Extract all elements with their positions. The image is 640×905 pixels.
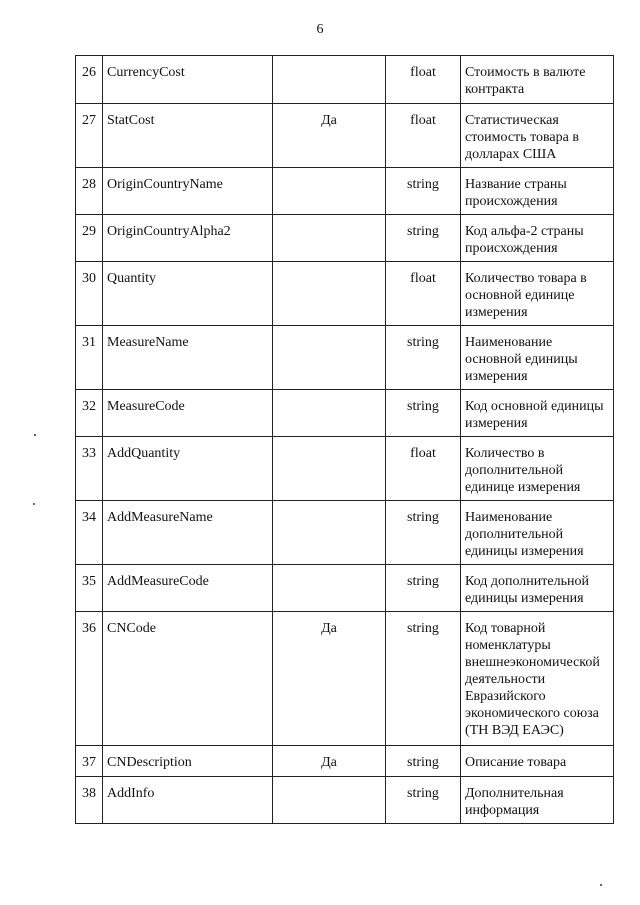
field-name: CNCode: [103, 612, 273, 746]
required-flag: [273, 565, 386, 612]
row-number: 35: [76, 565, 103, 612]
table-row: [76, 326, 614, 390]
field-type: string: [386, 168, 461, 215]
field-type: string: [386, 215, 461, 262]
field-description: Наименование основной единицы измерения: [461, 326, 614, 390]
field-type: float: [386, 56, 461, 104]
table-row: [76, 390, 614, 437]
field-type: string: [386, 565, 461, 612]
table-row: [76, 612, 614, 746]
field-description: Дополнительная информация: [461, 777, 614, 824]
required-flag: Да: [273, 104, 386, 168]
field-description: Код дополнительной единицы измерения: [461, 565, 614, 612]
row-number: 29: [76, 215, 103, 262]
row-number: 32: [76, 390, 103, 437]
field-type: string: [386, 501, 461, 565]
field-description: Количество в дополнительной единице измерения: [461, 437, 614, 501]
row-number: 26: [76, 56, 103, 104]
row-number: 38: [76, 777, 103, 824]
field-type: string: [386, 390, 461, 437]
table-row: [76, 56, 614, 104]
table-row: [76, 437, 614, 501]
field-type: string: [386, 612, 461, 746]
fields-table: [75, 55, 614, 824]
required-flag: [273, 215, 386, 262]
table-row: [76, 104, 614, 168]
field-name: Quantity: [103, 262, 273, 326]
field-type: string: [386, 326, 461, 390]
row-number: 28: [76, 168, 103, 215]
field-description: Статистическая стоимость товара в долларах США: [461, 104, 614, 168]
field-type: float: [386, 262, 461, 326]
field-name: OriginCountryName: [103, 168, 273, 215]
table-row: [76, 565, 614, 612]
required-flag: [273, 326, 386, 390]
required-flag: [273, 390, 386, 437]
field-description: Описание товара: [461, 746, 614, 777]
table-row: [76, 746, 614, 777]
field-name: OriginCountryAlpha2: [103, 215, 273, 262]
table-row: [76, 262, 614, 326]
required-flag: [273, 437, 386, 501]
field-name: AddInfo: [103, 777, 273, 824]
field-description: Стоимость в валюте контракта: [461, 56, 614, 104]
required-flag: [273, 262, 386, 326]
required-flag: [273, 168, 386, 215]
row-number: 33: [76, 437, 103, 501]
scan-speck: [34, 434, 36, 436]
required-flag: Да: [273, 612, 386, 746]
row-number: 31: [76, 326, 103, 390]
table-row: [76, 501, 614, 565]
field-description: Код товарной номенклатуры внешнеэкономической деятельности Евразийского экономического союза (ТН ВЭД ЕАЭС): [461, 612, 614, 746]
table-row: [76, 215, 614, 262]
page-number: 6: [316, 22, 324, 37]
field-name: CNDescription: [103, 746, 273, 777]
field-name: AddMeasureName: [103, 501, 273, 565]
field-type: string: [386, 777, 461, 824]
required-flag: Да: [273, 746, 386, 777]
field-description: Количество товара в основной единице измерения: [461, 262, 614, 326]
field-name: AddQuantity: [103, 437, 273, 501]
field-name: AddMeasureCode: [103, 565, 273, 612]
row-number: 30: [76, 262, 103, 326]
required-flag: [273, 501, 386, 565]
field-type: float: [386, 437, 461, 501]
table-row: [76, 777, 614, 824]
field-type: string: [386, 746, 461, 777]
field-type: float: [386, 104, 461, 168]
row-number: 27: [76, 104, 103, 168]
fields-table-body: [76, 56, 614, 824]
required-flag: [273, 777, 386, 824]
field-name: MeasureName: [103, 326, 273, 390]
field-description: Код основной единицы измерения: [461, 390, 614, 437]
field-description: Наименование дополнительной единицы измерения: [461, 501, 614, 565]
scan-speck: [600, 884, 602, 886]
required-flag: [273, 56, 386, 104]
table-row: [76, 168, 614, 215]
row-number: 34: [76, 501, 103, 565]
scan-speck: [33, 503, 35, 505]
row-number: 37: [76, 746, 103, 777]
field-name: StatCost: [103, 104, 273, 168]
row-number: 36: [76, 612, 103, 746]
field-name: MeasureCode: [103, 390, 273, 437]
field-name: CurrencyCost: [103, 56, 273, 104]
field-description: Название страны происхождения: [461, 168, 614, 215]
field-description: Код альфа-2 страны происхождения: [461, 215, 614, 262]
